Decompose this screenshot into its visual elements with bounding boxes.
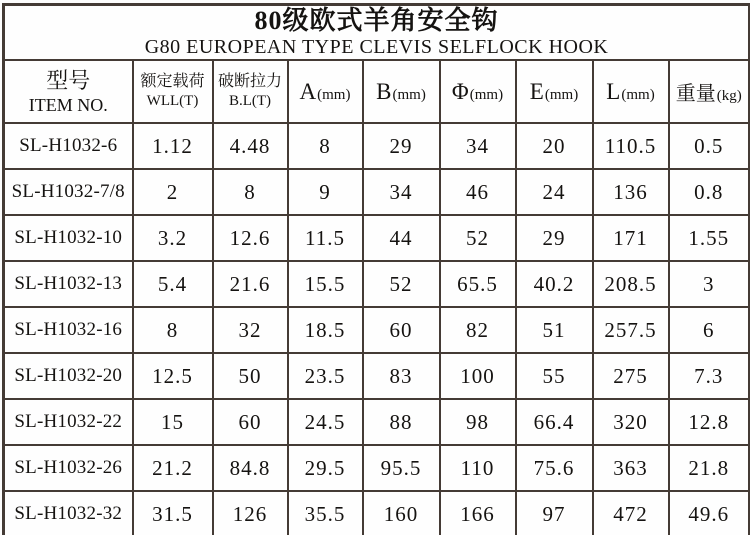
cell-item-no: SL-H1032-10	[4, 215, 133, 261]
cell-wll: 15	[133, 399, 213, 445]
cell-weight: 0.8	[669, 169, 750, 215]
table-title-cell	[4, 5, 750, 61]
cell-wll: 3.2	[133, 215, 213, 261]
cell-l: 320	[593, 399, 669, 445]
cell-weight: 0.5	[669, 123, 750, 169]
cell-wll: 12.5	[133, 353, 213, 399]
cell-b: 34	[363, 169, 440, 215]
cell-item-no: SL-H1032-7/8	[4, 169, 133, 215]
table-title-en: G80 EUROPEAN TYPE CLEVIS SELFLOCK HOOK	[144, 36, 609, 58]
cell-e: 29	[516, 215, 593, 261]
cell-e: 66.4	[516, 399, 593, 445]
cell-bl: 126	[213, 491, 288, 535]
cell-l: 110.5	[593, 123, 669, 169]
cell-phi: 65.5	[440, 261, 516, 307]
cell-bl: 60	[213, 399, 288, 445]
col-header-bl-zh: 破断拉力	[217, 73, 282, 90]
cell-phi: 46	[440, 169, 516, 215]
cell-b: 29	[363, 123, 440, 169]
cell-e: 24	[516, 169, 593, 215]
cell-b: 83	[363, 353, 440, 399]
cell-phi: 110	[440, 445, 516, 491]
cell-bl: 8	[213, 169, 288, 215]
cell-bl: 4.48	[213, 123, 288, 169]
col-header-b-symbol: B	[376, 78, 392, 104]
cell-l: 136	[593, 169, 669, 215]
cell-l: 171	[593, 215, 669, 261]
cell-wll: 31.5	[133, 491, 213, 535]
col-header-a-symbol: A	[299, 78, 317, 104]
cell-a: 18.5	[288, 307, 363, 353]
cell-wll: 8	[133, 307, 213, 353]
cell-e: 40.2	[516, 261, 593, 307]
cell-bl: 32	[213, 307, 288, 353]
col-header-wll-zh: 额定载荷	[140, 73, 205, 90]
cell-bl: 21.6	[213, 261, 288, 307]
col-header-l	[593, 60, 669, 123]
cell-phi: 98	[440, 399, 516, 445]
cell-weight: 21.8	[669, 445, 750, 491]
col-header-item-no-zh: 型号	[46, 67, 91, 93]
table-row	[4, 215, 750, 261]
table-title-row	[4, 5, 750, 61]
table-row	[4, 261, 750, 307]
cell-l: 363	[593, 445, 669, 491]
cell-a: 35.5	[288, 491, 363, 535]
col-header-weight	[669, 60, 750, 123]
cell-bl: 50	[213, 353, 288, 399]
col-header-wll	[133, 60, 213, 123]
col-header-e-unit: (mm)	[544, 86, 579, 103]
cell-e: 97	[516, 491, 593, 535]
col-header-item-no-en: ITEM NO.	[28, 94, 108, 115]
cell-item-no: SL-H1032-22	[4, 399, 133, 445]
cell-a: 9	[288, 169, 363, 215]
col-header-wll-en: WLL(T)	[146, 93, 199, 109]
cell-wll: 1.12	[133, 123, 213, 169]
cell-b: 52	[363, 261, 440, 307]
cell-a: 24.5	[288, 399, 363, 445]
cell-phi: 34	[440, 123, 516, 169]
cell-weight: 12.8	[669, 399, 750, 445]
table-row	[4, 307, 750, 353]
cell-item-no: SL-H1032-20	[4, 353, 133, 399]
cell-item-no: SL-H1032-26	[4, 445, 133, 491]
cell-e: 20	[516, 123, 593, 169]
cell-l: 257.5	[593, 307, 669, 353]
cell-wll: 5.4	[133, 261, 213, 307]
cell-l: 208.5	[593, 261, 669, 307]
cell-b: 160	[363, 491, 440, 535]
cell-a: 15.5	[288, 261, 363, 307]
table-row	[4, 399, 750, 445]
cell-weight: 1.55	[669, 215, 750, 261]
cell-e: 75.6	[516, 445, 593, 491]
cell-l: 472	[593, 491, 669, 535]
cell-b: 88	[363, 399, 440, 445]
table-row	[4, 353, 750, 399]
cell-e: 51	[516, 307, 593, 353]
cell-item-no: SL-H1032-16	[4, 307, 133, 353]
cell-wll: 21.2	[133, 445, 213, 491]
cell-weight: 49.6	[669, 491, 750, 535]
cell-b: 60	[363, 307, 440, 353]
col-header-a	[288, 60, 363, 123]
cell-phi: 52	[440, 215, 516, 261]
cell-e: 55	[516, 353, 593, 399]
col-header-bl	[213, 60, 288, 123]
cell-l: 275	[593, 353, 669, 399]
col-header-item-no	[4, 60, 133, 123]
cell-a: 23.5	[288, 353, 363, 399]
col-header-l-unit: (mm)	[621, 86, 655, 103]
col-header-bl-en: B.L(T)	[228, 93, 272, 109]
table-row	[4, 445, 750, 491]
cell-weight: 3	[669, 261, 750, 307]
col-header-phi-symbol: Φ	[451, 78, 469, 104]
table-header-row	[4, 60, 750, 123]
col-header-e	[516, 60, 593, 123]
cell-weight: 6	[669, 307, 750, 353]
cell-bl: 84.8	[213, 445, 288, 491]
col-header-weight-symbol: 重量	[675, 83, 716, 105]
table-title-zh: 80级欧式羊角安全钩	[254, 6, 499, 35]
clevis-hook-spec-table	[2, 3, 750, 535]
cell-phi: 166	[440, 491, 516, 535]
col-header-weight-unit: (kg)	[716, 88, 742, 104]
cell-b: 95.5	[363, 445, 440, 491]
cell-item-no: SL-H1032-6	[4, 123, 133, 169]
col-header-phi	[440, 60, 516, 123]
cell-phi: 82	[440, 307, 516, 353]
col-header-e-symbol: E	[529, 78, 544, 104]
cell-bl: 12.6	[213, 215, 288, 261]
cell-phi: 100	[440, 353, 516, 399]
table-row	[4, 169, 750, 215]
cell-a: 29.5	[288, 445, 363, 491]
col-header-b	[363, 60, 440, 123]
col-header-a-unit: (mm)	[317, 86, 351, 103]
cell-a: 8	[288, 123, 363, 169]
cell-weight: 7.3	[669, 353, 750, 399]
table-row	[4, 491, 750, 535]
cell-b: 44	[363, 215, 440, 261]
cell-item-no: SL-H1032-13	[4, 261, 133, 307]
table-row	[4, 123, 750, 169]
cell-wll: 2	[133, 169, 213, 215]
col-header-b-unit: (mm)	[392, 86, 426, 103]
cell-item-no: SL-H1032-32	[4, 491, 133, 535]
cell-a: 11.5	[288, 215, 363, 261]
col-header-l-symbol: L	[606, 78, 621, 104]
col-header-phi-unit: (mm)	[469, 86, 504, 103]
